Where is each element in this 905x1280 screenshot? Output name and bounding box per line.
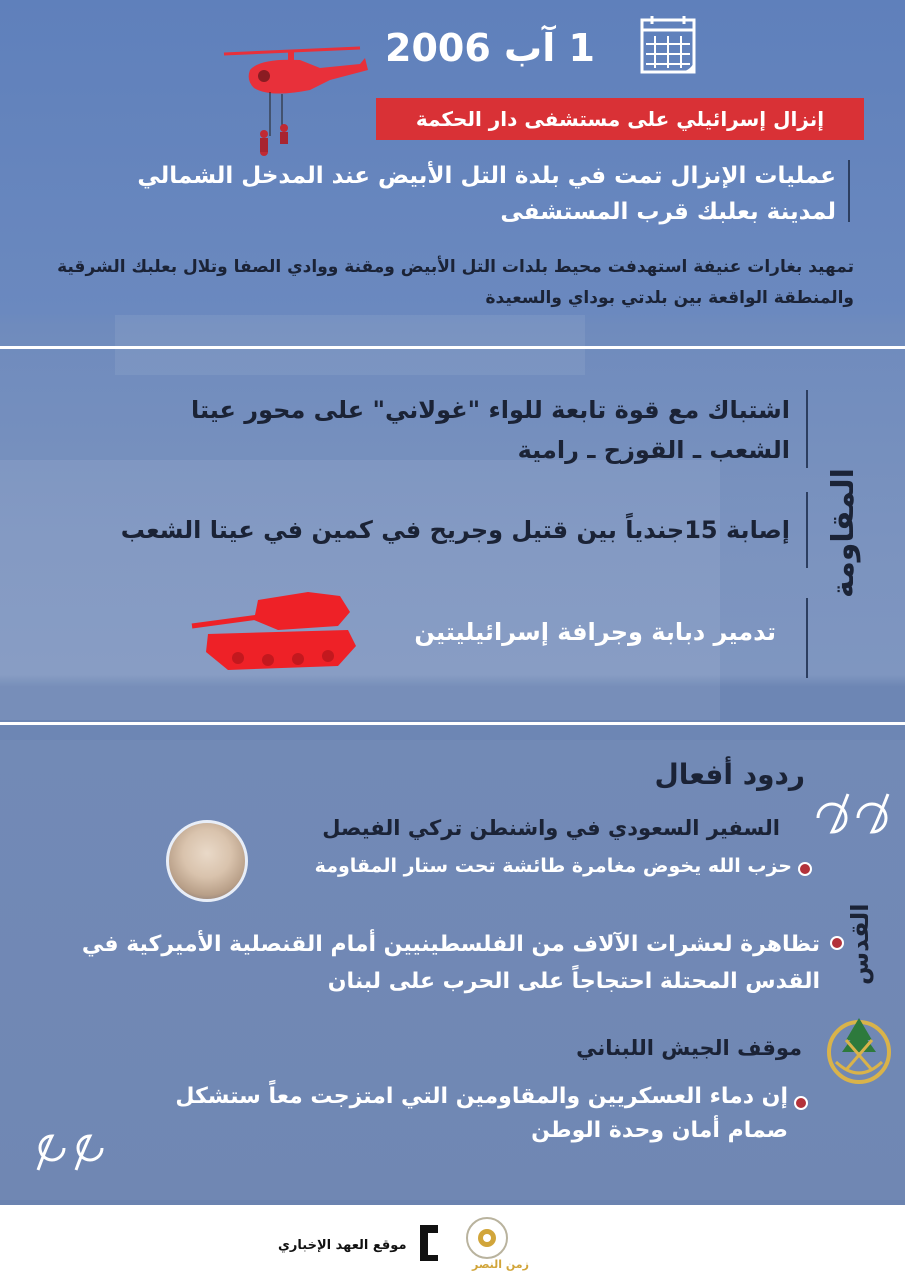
resistance-label: المقاومة xyxy=(826,468,861,598)
date-title: 1 آب 2006 xyxy=(385,26,595,70)
quds-label: القدس xyxy=(846,903,874,985)
divider-line xyxy=(806,390,808,468)
army-emblem-icon xyxy=(822,1010,896,1090)
bullet-dot-icon xyxy=(830,936,844,950)
saudi-quote: حزب الله يخوض مغامرة طائشة تحت ستار المقاومة xyxy=(314,855,792,877)
landing-details: عمليات الإنزال تمت في بلدة التل الأبيض عند المدخل الشمالي لمدينة بعلبك قرب المستشفى xyxy=(137,163,836,225)
army-quote: إن دماء العسكريين والمقاومين التي امتزجت معاً ستشكل صمام أمان وحدة الوطن xyxy=(175,1084,788,1143)
building-sign xyxy=(115,315,585,375)
quote-close-icon xyxy=(34,1126,110,1174)
headline-banner: إنزال إسرائيلي على مستشفى دار الحكمة xyxy=(376,98,864,140)
tank-destroyed-details: تدمير دبابة وجرافة إسرائيليتين xyxy=(414,618,776,646)
site-name: موقع العهد الإخباري xyxy=(278,1238,407,1253)
section-divider xyxy=(0,722,905,725)
section-divider xyxy=(0,346,905,349)
airstrikes-details: تمهيد بغارات عنيفة استهدفت محيط بلدات التل الأبيض ومقنة ووادي الصفا وتلال بعلبك الشرقية والمنطقة الواقعة بين بلدتي بوداي والسعيدة xyxy=(57,257,854,308)
seal-caption: زمن النصر xyxy=(472,1258,529,1271)
tank-icon xyxy=(188,586,360,674)
casualties-details: إصابة 15جندياً بين قتيل وجريح في كمين في عيتا الشعب xyxy=(120,516,790,544)
alahed-logo-icon xyxy=(416,1221,442,1265)
bullet-dot-icon xyxy=(798,862,812,876)
bullet-dot-icon xyxy=(794,1096,808,1110)
saudi-ambassador-title: السفير السعودي في واشنطن تركي الفيصل xyxy=(322,816,780,840)
quote-open-icon xyxy=(812,790,896,838)
lebanese-army-title: موقف الجيش اللبناني xyxy=(576,1036,802,1060)
avatar xyxy=(166,820,248,902)
calendar-icon xyxy=(638,14,700,76)
divider-line xyxy=(806,492,808,568)
quds-protest-details: تظاهرة لعشرات الآلاف من الفلسطينيين أمام القنصلية الأميركية في القدس المحتلة احتجاجاً على الحرب على لبنان xyxy=(81,932,820,994)
helicopter-icon xyxy=(220,40,370,165)
building-wall xyxy=(0,460,720,720)
reactions-title: ردود أفعال xyxy=(654,758,805,791)
divider-line xyxy=(806,598,808,678)
clash-details: اشتباك مع قوة تابعة للواء "غولاني" على محور عيتا الشعب ـ القوزح ـ رامية xyxy=(190,396,790,464)
divider-line xyxy=(848,160,850,222)
